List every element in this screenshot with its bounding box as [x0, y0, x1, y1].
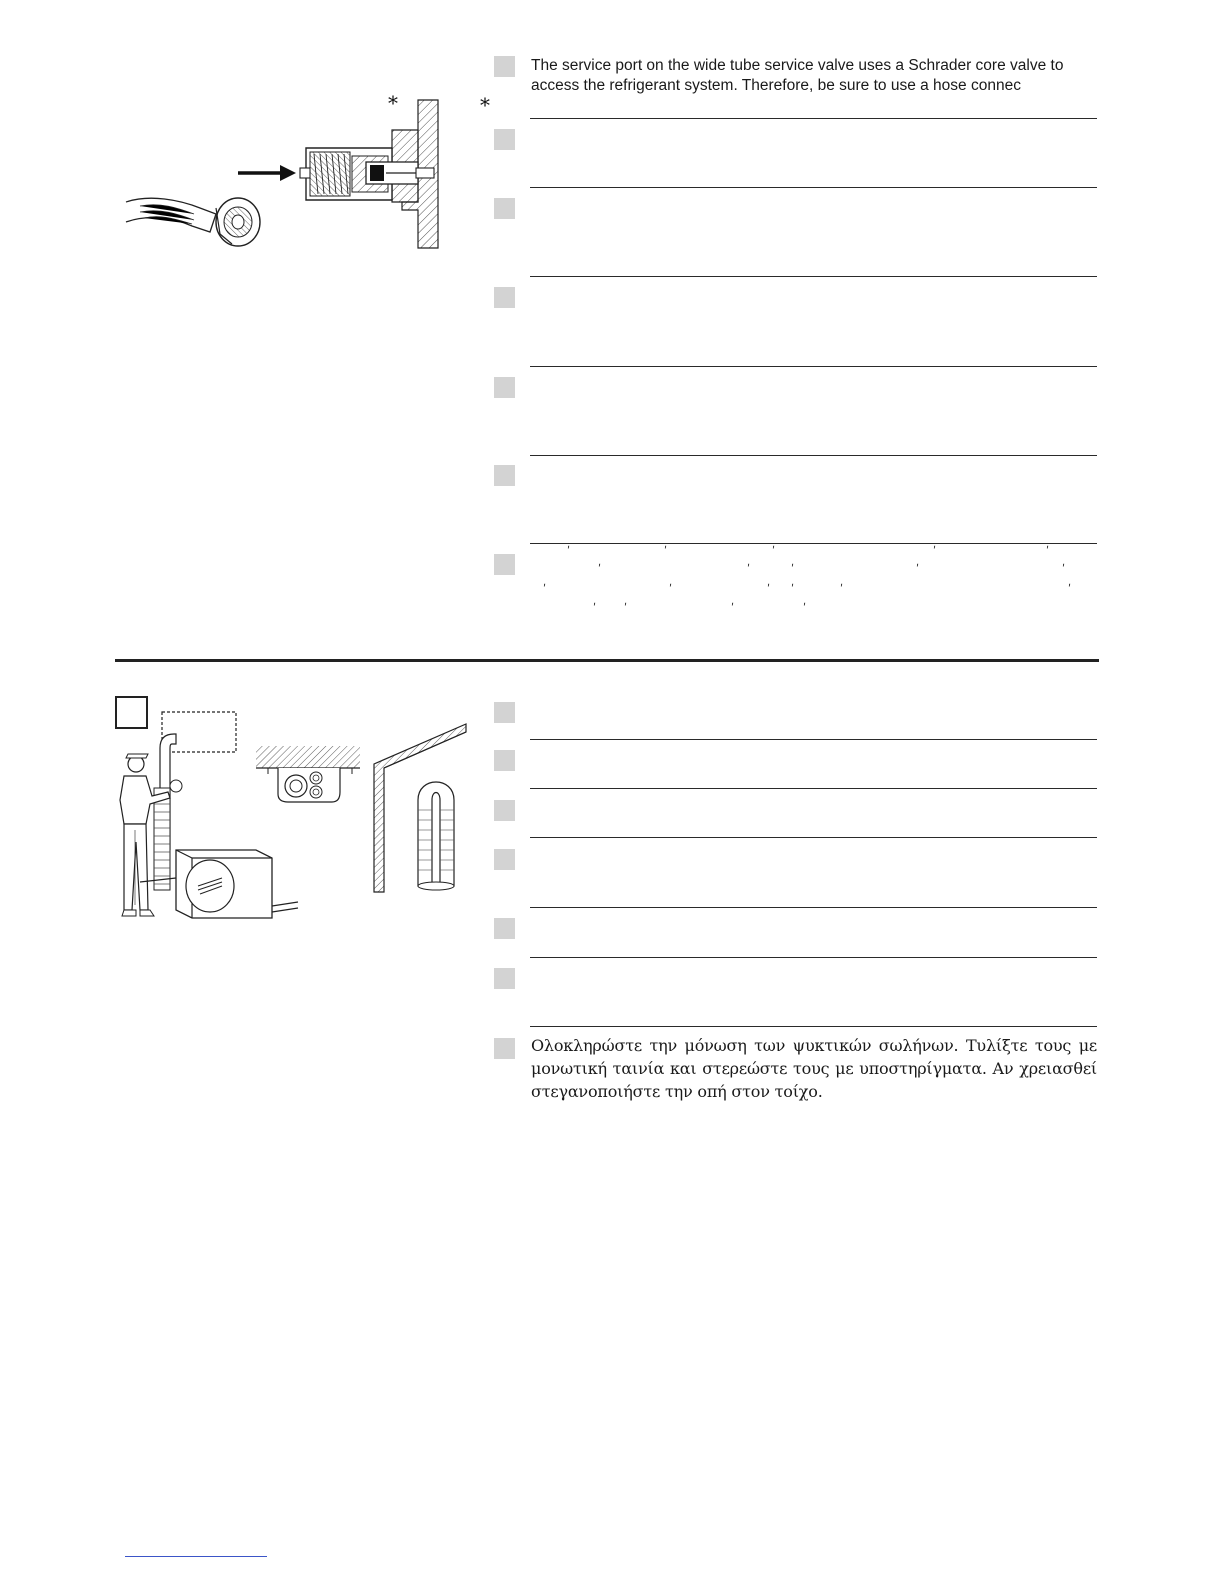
step-marker-4 — [494, 287, 515, 308]
divider-rule — [530, 366, 1097, 367]
accent-mark: ʹ — [624, 602, 628, 615]
accent-mark: ʹ — [669, 583, 673, 596]
divider-rule — [530, 907, 1097, 908]
divider-rule — [530, 118, 1097, 119]
step-marker-12 — [494, 918, 515, 939]
accent-mark: ʹ — [567, 545, 571, 558]
divider-rule — [530, 1026, 1097, 1027]
installation-illustration — [110, 700, 470, 925]
accent-mark: ʹ — [791, 583, 795, 596]
step-marker-2 — [494, 129, 515, 150]
accent-mark: ʹ — [598, 563, 602, 576]
divider-rule — [530, 543, 1097, 544]
section-divider — [115, 659, 1099, 662]
asterisk-mark-left: * — [388, 91, 398, 115]
footer-link-underline[interactable] — [125, 1556, 267, 1557]
accent-mark: ʹ — [593, 602, 597, 615]
divider-rule — [530, 187, 1097, 188]
accent-mark: ʹ — [916, 563, 920, 576]
step-marker-11 — [494, 849, 515, 870]
step-marker-13 — [494, 968, 515, 989]
accent-mark: ʹ — [731, 602, 735, 615]
divider-rule — [530, 957, 1097, 958]
accent-mark: ʹ — [1046, 545, 1050, 558]
valve-illustration — [120, 90, 450, 255]
divider-rule — [530, 788, 1097, 789]
step-marker-1 — [494, 56, 515, 77]
divider-rule — [530, 837, 1097, 838]
step-marker-7 — [494, 554, 515, 575]
intro-paragraph: The service port on the wide tube service valve uses a Schrader core valve to access the refrigerant system. Therefore, be sure to use a hose connec — [531, 57, 1064, 94]
accent-mark: ʹ — [664, 545, 668, 558]
step-marker-6 — [494, 465, 515, 486]
accent-mark: ʹ — [933, 545, 937, 558]
accent-mark: ʹ — [772, 545, 776, 558]
accent-mark: ʹ — [767, 583, 771, 596]
accent-mark: ʹ — [747, 563, 751, 576]
accent-mark: ʹ — [840, 583, 844, 596]
step-marker-5 — [494, 377, 515, 398]
accent-mark: ʹ — [791, 563, 795, 576]
divider-rule — [530, 455, 1097, 456]
step-marker-10 — [494, 800, 515, 821]
step-marker-14 — [494, 1038, 515, 1059]
accent-mark: ʹ — [1068, 583, 1072, 596]
accent-mark: ʹ — [803, 602, 807, 615]
asterisk-mark-right: * — [480, 93, 490, 117]
divider-rule — [530, 739, 1097, 740]
step-marker-8 — [494, 702, 515, 723]
accent-mark: ʹ — [543, 583, 547, 596]
step-marker-3 — [494, 198, 515, 219]
insulation-paragraph: Ολοκληρώστε την μόνωση των ψυκτικών σωλήνων. Τυλίξτε τους με μονωτική ταινία και στερεώστε τους με υποστηρίγματα. Αν χρειασθεί στεγανοποιήστε την οπή στον τοίχο. — [531, 1036, 1097, 1101]
divider-rule — [530, 276, 1097, 277]
accent-mark: ʹ — [1062, 563, 1066, 576]
step-marker-9 — [494, 750, 515, 771]
